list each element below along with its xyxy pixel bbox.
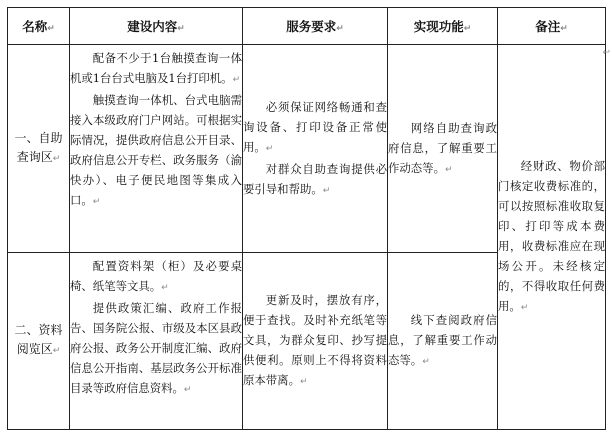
- content-paragraph: 配备不少于1台触摸查询一体机或1台台式电脑及1台打印机。↵: [70, 51, 242, 85]
- function-paragraph: 网络自助查询政府信息，了解重要工作动态等。↵: [388, 120, 497, 175]
- header-service: 服务要求↵: [243, 8, 388, 45]
- row-content-reading-area: [70, 253, 243, 430]
- row-name-reading-area: 二、资料 阅览区↵: [8, 253, 70, 430]
- row-service-reading-area: [243, 253, 388, 430]
- content-paragraph: 触摸查询一体机、台式电脑需接入本级政府门户网站。可根据实际情况，提供政府信息公开目录、政府信息公开专栏、政务服务（渝快办）、电子便民地图等集成入口。↵: [70, 93, 242, 207]
- header-name: 名称↵: [8, 8, 70, 45]
- note-cell: [498, 45, 606, 430]
- content-paragraph: 配置资料架（柜）及必要桌椅、纸笔等文具。↵: [70, 259, 242, 293]
- note-paragraph: 经财政、物价部门核定收费标准的，可以按照标准收取复印、打印等成本费用，收费标准应在现场公开。未经核定的，不得收取任何费用。↵: [498, 159, 605, 313]
- row-function-reading-area: [388, 253, 498, 430]
- header-function: 实现功能↵: [388, 8, 498, 45]
- header-row: [8, 8, 606, 45]
- row-content-self-service: [70, 45, 243, 253]
- row-function-self-service: [388, 45, 498, 253]
- row-name-self-service: 一、自助 查询区↵: [8, 45, 70, 253]
- function-paragraph: 线下查阅政府信息，了解重要工作动态等。↵: [388, 313, 497, 367]
- service-paragraph: 更新及时，摆放有序，便于查找。及时补充纸笔等文具，为群众复印、抄写提供便利。原则上不得将资料原本带离。↵: [243, 293, 387, 387]
- service-requirements-table: [7, 7, 606, 430]
- row-service-self-service: [243, 45, 388, 253]
- header-content: 建设内容↵: [70, 8, 243, 45]
- table-row-self-service: [8, 45, 606, 253]
- service-paragraph: 必须保证网络畅通和查询设备、打印设备正常使用。↵: [243, 99, 387, 154]
- service-paragraph: 对群众自助查询提供必要引导和帮助。↵: [243, 161, 387, 196]
- content-paragraph: 提供政策汇编、政府工作报告、国务院公报、市级及本区县政府公报、政务公开制度汇编、政府信息公开指南、基层政务公开标准目录等政府信息资料。↵: [70, 301, 242, 395]
- header-note: 备注↵: [498, 8, 606, 45]
- page-end-mark: ↩: [602, 48, 610, 58]
